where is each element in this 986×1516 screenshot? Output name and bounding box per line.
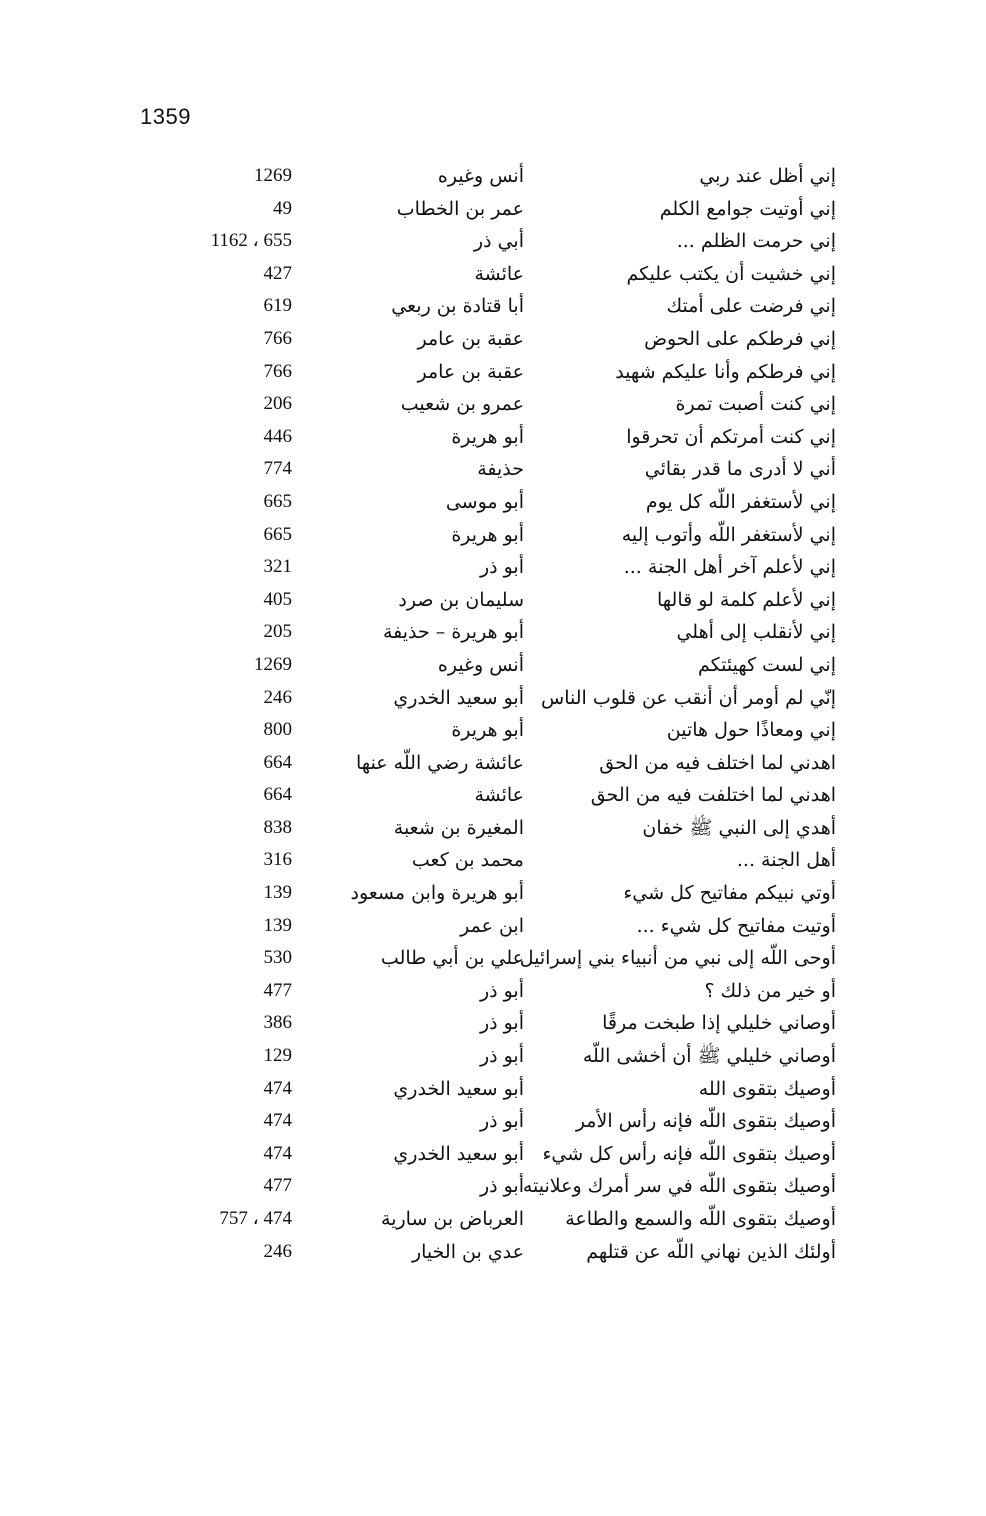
narrator-name: أبو ذر xyxy=(479,556,524,579)
page-reference: 838 xyxy=(263,816,292,838)
narrator-name: عائشة xyxy=(474,784,524,807)
narrator-name: عقبة بن عامر xyxy=(417,327,524,350)
page-reference: 205 xyxy=(263,621,292,643)
hadith-text: إني خشيت أن يكتب عليكم xyxy=(626,262,836,285)
narrator-name: أبو ذر xyxy=(479,1110,524,1133)
hadith-text: اهدني لما اختلفت فيه من الحق xyxy=(590,784,836,807)
narrator-name: أبو هريرة – حذيفة xyxy=(382,621,524,644)
page-reference: 665 xyxy=(263,523,292,545)
narrator-name: سليمان بن صرد xyxy=(398,588,524,611)
page-reference: 246 xyxy=(263,1240,292,1262)
page-reference: 316 xyxy=(263,849,292,871)
page-reference: 386 xyxy=(263,1012,292,1034)
narrator-name: أبو سعيد الخدري xyxy=(393,1142,524,1165)
narrator-name: أبو هريرة xyxy=(451,719,524,742)
index-row xyxy=(0,1105,986,1138)
hadith-index-table xyxy=(0,160,986,1268)
index-row xyxy=(0,844,986,877)
page-reference: 446 xyxy=(263,425,292,447)
index-row xyxy=(0,193,986,226)
index-row xyxy=(0,453,986,486)
narrator-name: عائشة رضي اللّه عنها xyxy=(356,751,524,774)
page-reference: 664 xyxy=(263,751,292,773)
hadith-text: إني كنت أصبت تمرة xyxy=(675,393,836,416)
index-row xyxy=(0,877,986,910)
narrator-name: محمد بن كعب xyxy=(411,849,524,872)
index-row xyxy=(0,812,986,845)
narrator-name: أبو سعيد الخدري xyxy=(393,1077,524,1100)
narrator-name: علي بن أبي طالب xyxy=(380,947,524,970)
index-row xyxy=(0,1138,986,1171)
narrator-name: أبو ذر xyxy=(479,1012,524,1035)
hadith-text: إني لأعلم كلمة لو قالها xyxy=(657,588,836,611)
page-reference: 664 xyxy=(263,784,292,806)
narrator-name: أبو موسى xyxy=(445,490,524,513)
hadith-text: أوصيك بتقوى اللّه فإنه رأس الأمر xyxy=(575,1110,836,1133)
narrator-name: أبو ذر xyxy=(479,979,524,1002)
narrator-name: أبو ذر xyxy=(479,1175,524,1198)
index-row xyxy=(0,975,986,1008)
narrator-name: أبو ذر xyxy=(479,1045,524,1068)
narrator-name: أبو سعيد الخدري xyxy=(393,686,524,709)
hadith-text: أوصاني خليلي إذا طبخت مرقًا xyxy=(602,1012,836,1035)
narrator-name: أنس وغيره xyxy=(437,653,524,676)
page-reference: 530 xyxy=(263,947,292,969)
narrator-name: عقبة بن عامر xyxy=(417,360,524,383)
hadith-text: اهدني لما اختلف فيه من الحق xyxy=(599,751,836,774)
hadith-text: إني حرمت الظلم ... xyxy=(676,230,836,253)
page-reference: 49 xyxy=(273,197,292,219)
hadith-text: أوحى اللّه إلى نبي من أنبياء بني إسرائيل xyxy=(519,947,836,970)
hadith-text: إني أوتيت جوامع الكلم xyxy=(659,197,836,220)
hadith-text: أني لا أدرى ما قدر بقائي xyxy=(644,458,836,481)
index-row xyxy=(0,1203,986,1236)
index-row xyxy=(0,1040,986,1073)
hadith-text: إني أظل عند ربي xyxy=(699,165,836,187)
index-row xyxy=(0,616,986,649)
index-row xyxy=(0,910,986,943)
index-row xyxy=(0,714,986,747)
page-reference: 474 xyxy=(263,1110,292,1132)
hadith-text: إني فرطكم على الحوض xyxy=(644,327,836,350)
index-row xyxy=(0,421,986,454)
page-reference: 139 xyxy=(263,914,292,936)
page-reference: 405 xyxy=(263,588,292,610)
hadith-text: أوتيت مفاتيح كل شيء ... xyxy=(636,914,836,937)
index-row xyxy=(0,942,986,975)
hadith-text: أولئك الذين نهاني اللّه عن قتلهم xyxy=(586,1240,836,1263)
index-row xyxy=(0,356,986,389)
hadith-text: إني لأنقلب إلى أهلي xyxy=(676,621,836,644)
hadith-text: إني فرطكم وأنا عليكم شهيد xyxy=(615,360,836,383)
page-reference: 766 xyxy=(263,327,292,349)
hadith-text: أهل الجنة ... xyxy=(736,849,836,872)
index-row xyxy=(0,486,986,519)
hadith-text: أو خير من ذلك ؟ xyxy=(704,979,836,1002)
hadith-text: أوتي نبيكم مفاتيح كل شيء xyxy=(623,882,836,905)
index-row xyxy=(0,1236,986,1269)
narrator-name: أنس وغيره xyxy=(437,165,524,187)
index-row xyxy=(0,551,986,584)
hadith-text: إني لأعلم آخر أهل الجنة ... xyxy=(623,556,836,579)
narrator-name: عدي بن الخيار xyxy=(411,1240,524,1263)
narrator-name: عائشة xyxy=(474,262,524,285)
page-reference: 774 xyxy=(263,458,292,480)
hadith-text: أوصيك بتقوى اللّه في سر أمرك وعلانيته xyxy=(522,1175,836,1198)
index-row xyxy=(0,323,986,356)
index-row xyxy=(0,779,986,812)
page-reference: 139 xyxy=(263,882,292,904)
narrator-name: ابن عمر xyxy=(460,914,524,937)
page-number: 1359 xyxy=(140,104,191,129)
index-row xyxy=(0,258,986,291)
page-reference: 1162 ، 655 xyxy=(210,230,292,252)
page-reference: 766 xyxy=(263,360,292,382)
page-reference: 800 xyxy=(263,719,292,741)
index-row xyxy=(0,1007,986,1040)
page-reference: 477 xyxy=(263,979,292,1001)
page-reference: 757 ، 474 xyxy=(219,1208,292,1229)
page-reference: 427 xyxy=(263,262,292,284)
index-row xyxy=(0,747,986,780)
narrator-name: أبو هريرة xyxy=(451,523,524,546)
hadith-text: أوصاني خليلي ﷺ أن أخشى اللّه xyxy=(582,1045,836,1068)
index-row xyxy=(0,290,986,323)
hadith-text: إني لأستغفر اللّه كل يوم xyxy=(645,490,836,513)
hadith-text: إني ومعاذًا حول هاتين xyxy=(666,719,836,742)
narrator-name: العرباض بن سارية xyxy=(381,1208,524,1230)
narrator-name: عمرو بن شعيب xyxy=(400,393,524,416)
hadith-text: أهدي إلى النبي ﷺ خفان xyxy=(642,816,836,839)
page-reference: 206 xyxy=(263,393,292,415)
page-reference: 321 xyxy=(263,556,292,578)
page-reference: 1269 xyxy=(254,653,292,675)
index-row xyxy=(0,1073,986,1106)
hadith-text: أوصيك بتقوى الله xyxy=(698,1077,836,1100)
narrator-name: عمر بن الخطاب xyxy=(396,197,524,220)
hadith-text: إني كنت أمرتكم أن تحرقوا xyxy=(626,425,836,448)
hadith-text: إني لست كهيئتكم xyxy=(697,653,836,676)
page-reference: 665 xyxy=(263,490,292,512)
narrator-name: أبا قتادة بن ربعي xyxy=(391,295,524,318)
hadith-text: إني فرضت على أمتك xyxy=(666,295,836,318)
narrator-name: أبو هريرة xyxy=(451,425,524,448)
page-reference: 474 xyxy=(263,1142,292,1164)
index-row xyxy=(0,388,986,421)
page-reference: 129 xyxy=(263,1045,292,1067)
narrator-name: أبي ذر xyxy=(473,230,524,253)
narrator-name: المغيرة بن شعبة xyxy=(393,816,524,839)
page-reference: 477 xyxy=(263,1175,292,1197)
index-row xyxy=(0,160,986,193)
page-reference: 619 xyxy=(263,295,292,317)
hadith-text: إني لأستغفر اللّه وأتوب إليه xyxy=(621,523,836,546)
index-row xyxy=(0,1170,986,1203)
page-reference: 1269 xyxy=(254,165,292,186)
index-row xyxy=(0,649,986,682)
index-row xyxy=(0,682,986,715)
index-row xyxy=(0,225,986,258)
page-reference: 246 xyxy=(263,686,292,708)
narrator-name: أبو هريرة وابن مسعود xyxy=(350,882,524,905)
page-reference: 474 xyxy=(263,1077,292,1099)
hadith-text: أوصيك بتقوى اللّه والسمع والطاعة xyxy=(565,1208,836,1230)
hadith-text: أوصيك بتقوى اللّه فإنه رأس كل شيء xyxy=(542,1142,836,1165)
index-row xyxy=(0,519,986,552)
narrator-name: حذيفة xyxy=(477,458,524,481)
index-row xyxy=(0,584,986,617)
hadith-text: إنّي لم أومر أن أنقب عن قلوب الناس xyxy=(541,686,836,709)
